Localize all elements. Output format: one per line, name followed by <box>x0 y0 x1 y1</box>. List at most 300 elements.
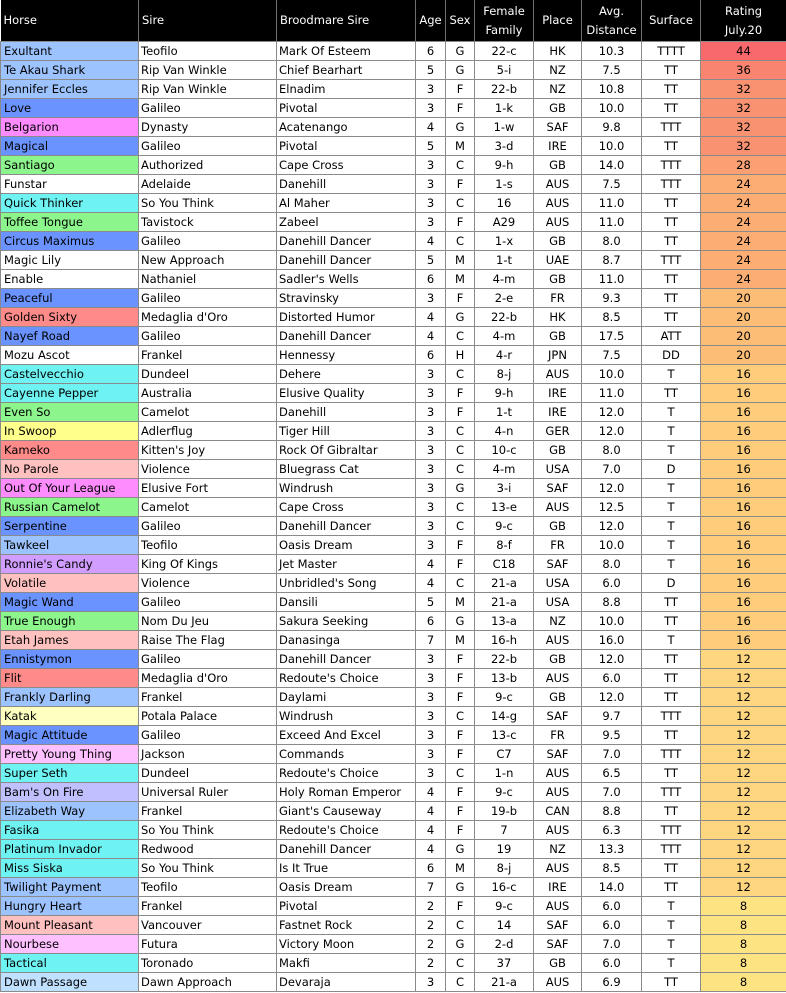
age-cell: 3 <box>416 650 446 669</box>
place-cell: GB <box>534 517 582 536</box>
horse-cell: Magic Wand <box>1 593 139 612</box>
header-avg-distance[interactable] <box>582 0 642 42</box>
sex-cell: C <box>446 707 475 726</box>
avg-distance-cell: 10.0 <box>582 612 642 631</box>
rating-cell: 16 <box>701 574 786 593</box>
horse-cell: Ronnie's Candy <box>1 555 139 574</box>
table-row <box>1 384 786 403</box>
female-family-cell: 9-c <box>475 897 534 916</box>
sex-cell: H <box>446 346 475 365</box>
table-row <box>1 707 786 726</box>
sex-cell: C <box>446 441 475 460</box>
broodmare-sire-cell: Bluegrass Cat <box>277 460 416 479</box>
female-family-cell: 9-c <box>475 783 534 802</box>
age-cell: 5 <box>416 593 446 612</box>
age-cell: 6 <box>416 859 446 878</box>
broodmare-sire-cell: Windrush <box>277 707 416 726</box>
age-cell: 3 <box>416 441 446 460</box>
place-cell: GB <box>534 650 582 669</box>
table-row <box>1 650 786 669</box>
header-sex-label: Sex <box>449 13 471 27</box>
rating-cell: 8 <box>701 954 786 973</box>
female-family-cell: 14-g <box>475 707 534 726</box>
surface-cell: TT <box>642 384 701 403</box>
header-age[interactable] <box>416 0 446 42</box>
surface-cell: T <box>642 479 701 498</box>
header-horse[interactable] <box>1 0 139 42</box>
place-cell: AUS <box>534 213 582 232</box>
rating-cell: 20 <box>701 289 786 308</box>
female-family-cell: A29 <box>475 213 534 232</box>
horse-cell: Golden Sixty <box>1 308 139 327</box>
sire-cell: Galileo <box>139 232 277 251</box>
sex-cell: F <box>446 669 475 688</box>
surface-cell: TT <box>642 213 701 232</box>
broodmare-sire-cell: Sadler's Wells <box>277 270 416 289</box>
broodmare-sire-cell: Cape Cross <box>277 498 416 517</box>
place-cell: AUS <box>534 821 582 840</box>
place-cell: IRE <box>534 403 582 422</box>
place-cell: GB <box>534 441 582 460</box>
avg-distance-cell: 6.0 <box>582 916 642 935</box>
horse-cell: Nayef Road <box>1 327 139 346</box>
rating-cell: 36 <box>701 61 786 80</box>
female-family-cell: 16 <box>475 194 534 213</box>
female-family-cell: 21-a <box>475 574 534 593</box>
table-row <box>1 878 786 897</box>
sire-cell: Authorized <box>139 156 277 175</box>
rating-cell: 12 <box>701 650 786 669</box>
sex-cell: C <box>446 460 475 479</box>
horse-cell: Volatile <box>1 574 139 593</box>
table-row <box>1 859 786 878</box>
sire-cell: Dundeel <box>139 365 277 384</box>
place-cell: AUS <box>534 631 582 650</box>
horse-cell: Russian Camelot <box>1 498 139 517</box>
surface-cell: T <box>642 897 701 916</box>
place-cell: NZ <box>534 61 582 80</box>
avg-distance-cell: 12.0 <box>582 403 642 422</box>
broodmare-sire-cell: Oasis Dream <box>277 536 416 555</box>
broodmare-sire-cell: Dehere <box>277 365 416 384</box>
sire-cell: Jackson <box>139 745 277 764</box>
surface-cell: TT <box>642 973 701 992</box>
header-female-family-line1: Female <box>483 3 525 18</box>
avg-distance-cell: 8.8 <box>582 593 642 612</box>
rating-cell: 16 <box>701 460 786 479</box>
sire-cell: Camelot <box>139 403 277 422</box>
horse-cell: True Enough <box>1 612 139 631</box>
surface-cell: T <box>642 954 701 973</box>
horse-cell: Tactical <box>1 954 139 973</box>
sex-cell: F <box>446 897 475 916</box>
horse-cell: Magical <box>1 137 139 156</box>
surface-cell: TT <box>642 612 701 631</box>
broodmare-sire-cell: Oasis Dream <box>277 878 416 897</box>
table-row <box>1 669 786 688</box>
horse-cell: Kameko <box>1 441 139 460</box>
rating-cell: 8 <box>701 897 786 916</box>
table-row <box>1 422 786 441</box>
header-female-family[interactable] <box>475 0 534 42</box>
rating-cell: 16 <box>701 384 786 403</box>
age-cell: 5 <box>416 251 446 270</box>
age-cell: 6 <box>416 270 446 289</box>
sire-cell: Potala Palace <box>139 707 277 726</box>
horse-cell: Santiago <box>1 156 139 175</box>
header-surface-label: Surface <box>649 13 693 27</box>
female-family-cell: 1-t <box>475 403 534 422</box>
broodmare-sire-cell: Exceed And Excel <box>277 726 416 745</box>
sex-cell: M <box>446 251 475 270</box>
sire-cell: New Approach <box>139 251 277 270</box>
surface-cell: TTTT <box>642 42 701 61</box>
rating-cell: 12 <box>701 669 786 688</box>
broodmare-sire-cell: Makfi <box>277 954 416 973</box>
age-cell: 3 <box>416 99 446 118</box>
age-cell: 2 <box>416 935 446 954</box>
header-sex[interactable] <box>446 0 475 42</box>
female-family-cell: 13-b <box>475 669 534 688</box>
place-cell: SAF <box>534 479 582 498</box>
sex-cell: C <box>446 422 475 441</box>
avg-distance-cell: 6.9 <box>582 973 642 992</box>
broodmare-sire-cell: Danehill Dancer <box>277 232 416 251</box>
rating-cell: 24 <box>701 251 786 270</box>
place-cell: AUS <box>534 764 582 783</box>
sex-cell: F <box>446 289 475 308</box>
avg-distance-cell: 11.0 <box>582 270 642 289</box>
female-family-cell: 19-b <box>475 802 534 821</box>
rating-cell: 16 <box>701 536 786 555</box>
table-row <box>1 479 786 498</box>
header-place[interactable] <box>534 0 582 42</box>
sex-cell: C <box>446 365 475 384</box>
table-row <box>1 954 786 973</box>
broodmare-sire-cell: Danasinga <box>277 631 416 650</box>
surface-cell: TT <box>642 99 701 118</box>
female-family-cell: 9-h <box>475 156 534 175</box>
broodmare-sire-cell: Zabeel <box>277 213 416 232</box>
female-family-cell: 9-c <box>475 517 534 536</box>
sex-cell: F <box>446 555 475 574</box>
broodmare-sire-cell: Unbridled's Song <box>277 574 416 593</box>
avg-distance-cell: 6.0 <box>582 574 642 593</box>
rating-cell: 16 <box>701 422 786 441</box>
avg-distance-cell: 13.3 <box>582 840 642 859</box>
sire-cell: Violence <box>139 574 277 593</box>
age-cell: 3 <box>416 80 446 99</box>
surface-cell: TT <box>642 669 701 688</box>
sex-cell: C <box>446 574 475 593</box>
place-cell: UAE <box>534 251 582 270</box>
female-family-cell: 7 <box>475 821 534 840</box>
surface-cell: TTT <box>642 745 701 764</box>
table-row <box>1 897 786 916</box>
table-row <box>1 802 786 821</box>
table-row <box>1 764 786 783</box>
place-cell: USA <box>534 593 582 612</box>
female-family-cell: 16-c <box>475 878 534 897</box>
sex-cell: C <box>446 498 475 517</box>
sex-cell: C <box>446 764 475 783</box>
sire-cell: Galileo <box>139 517 277 536</box>
place-cell: CAN <box>534 802 582 821</box>
table-row <box>1 175 786 194</box>
rating-cell: 12 <box>701 802 786 821</box>
sire-cell: So You Think <box>139 194 277 213</box>
table-row <box>1 308 786 327</box>
sex-cell: F <box>446 802 475 821</box>
header-sire[interactable] <box>139 0 277 42</box>
place-cell: JPN <box>534 346 582 365</box>
broodmare-sire-cell: Pivotal <box>277 99 416 118</box>
female-family-cell: 3-d <box>475 137 534 156</box>
horse-cell: Katak <box>1 707 139 726</box>
female-family-cell: 4-m <box>475 327 534 346</box>
avg-distance-cell: 12.0 <box>582 688 642 707</box>
sex-cell: G <box>446 935 475 954</box>
place-cell: AUS <box>534 669 582 688</box>
surface-cell: TTT <box>642 707 701 726</box>
broodmare-sire-cell: Al Maher <box>277 194 416 213</box>
table-row <box>1 688 786 707</box>
place-cell: FR <box>534 536 582 555</box>
horse-cell: Funstar <box>1 175 139 194</box>
sire-cell: Kitten's Joy <box>139 441 277 460</box>
broodmare-sire-cell: Danehill <box>277 175 416 194</box>
age-cell: 3 <box>416 536 446 555</box>
sex-cell: F <box>446 99 475 118</box>
header-avg-distance-line2: Distance <box>586 22 637 37</box>
sex-cell: G <box>446 118 475 137</box>
rating-cell: 24 <box>701 213 786 232</box>
avg-distance-cell: 6.0 <box>582 897 642 916</box>
surface-cell: DD <box>642 346 701 365</box>
avg-distance-cell: 8.5 <box>582 859 642 878</box>
sex-cell: F <box>446 821 475 840</box>
header-broodmare-sire-label: Broodmare Sire <box>280 13 370 27</box>
table-row <box>1 99 786 118</box>
age-cell: 3 <box>416 194 446 213</box>
avg-distance-cell: 10.0 <box>582 137 642 156</box>
broodmare-sire-cell: Danehill Dancer <box>277 650 416 669</box>
female-family-cell: 2-d <box>475 935 534 954</box>
avg-distance-cell: 9.8 <box>582 118 642 137</box>
age-cell: 3 <box>416 517 446 536</box>
sire-cell: Adelaide <box>139 175 277 194</box>
rating-cell: 24 <box>701 175 786 194</box>
place-cell: AUS <box>534 783 582 802</box>
sire-cell: Camelot <box>139 498 277 517</box>
surface-cell: D <box>642 460 701 479</box>
female-family-cell: 8-j <box>475 859 534 878</box>
place-cell: AUS <box>534 365 582 384</box>
female-family-cell: 3-i <box>475 479 534 498</box>
place-cell: AUS <box>534 194 582 213</box>
female-family-cell: 1-k <box>475 99 534 118</box>
age-cell: 3 <box>416 156 446 175</box>
place-cell: FR <box>534 726 582 745</box>
table-row <box>1 289 786 308</box>
female-family-cell: 8-f <box>475 536 534 555</box>
horse-cell: Enable <box>1 270 139 289</box>
table-row <box>1 783 786 802</box>
surface-cell: TT <box>642 764 701 783</box>
sire-cell: Nathaniel <box>139 270 277 289</box>
female-family-cell: 1-s <box>475 175 534 194</box>
age-cell: 7 <box>416 878 446 897</box>
female-family-cell: 13-a <box>475 612 534 631</box>
age-cell: 3 <box>416 688 446 707</box>
avg-distance-cell: 8.8 <box>582 802 642 821</box>
table-row <box>1 517 786 536</box>
place-cell: GB <box>534 688 582 707</box>
sire-cell: Frankel <box>139 897 277 916</box>
rating-cell: 32 <box>701 137 786 156</box>
age-cell: 3 <box>416 422 446 441</box>
avg-distance-cell: 7.5 <box>582 346 642 365</box>
broodmare-sire-cell: Danehill Dancer <box>277 327 416 346</box>
table-row <box>1 441 786 460</box>
rating-cell: 20 <box>701 327 786 346</box>
sire-cell: Galileo <box>139 99 277 118</box>
place-cell: GB <box>534 232 582 251</box>
table-row <box>1 365 786 384</box>
horse-cell: Circus Maximus <box>1 232 139 251</box>
sire-cell: Galileo <box>139 726 277 745</box>
surface-cell: TT <box>642 726 701 745</box>
age-cell: 4 <box>416 821 446 840</box>
horse-cell: Quick Thinker <box>1 194 139 213</box>
age-cell: 4 <box>416 327 446 346</box>
rating-cell: 32 <box>701 80 786 99</box>
avg-distance-cell: 8.0 <box>582 555 642 574</box>
avg-distance-cell: 7.0 <box>582 935 642 954</box>
surface-cell: T <box>642 536 701 555</box>
header-rating-line2: July.20 <box>724 22 763 37</box>
sex-cell: M <box>446 137 475 156</box>
female-family-cell: 4-m <box>475 460 534 479</box>
broodmare-sire-cell: Giant's Causeway <box>277 802 416 821</box>
place-cell: NZ <box>534 612 582 631</box>
female-family-cell: 1-t <box>475 251 534 270</box>
sex-cell: C <box>446 954 475 973</box>
horse-cell: Even So <box>1 403 139 422</box>
horse-cell: Cayenne Pepper <box>1 384 139 403</box>
surface-cell: T <box>642 441 701 460</box>
header-broodmare-sire[interactable] <box>277 0 416 42</box>
place-cell: AUS <box>534 175 582 194</box>
age-cell: 3 <box>416 498 446 517</box>
horse-cell: Magic Lily <box>1 251 139 270</box>
broodmare-sire-cell: Holy Roman Emperor <box>277 783 416 802</box>
rating-cell: 24 <box>701 270 786 289</box>
table-row <box>1 726 786 745</box>
place-cell: NZ <box>534 80 582 99</box>
horse-cell: Nourbese <box>1 935 139 954</box>
rating-cell: 16 <box>701 479 786 498</box>
age-cell: 3 <box>416 764 446 783</box>
avg-distance-cell: 7.0 <box>582 783 642 802</box>
broodmare-sire-cell: Danehill Dancer <box>277 251 416 270</box>
place-cell: GB <box>534 327 582 346</box>
horse-cell: Ennistymon <box>1 650 139 669</box>
surface-cell: T <box>642 365 701 384</box>
sire-cell: Frankel <box>139 688 277 707</box>
horse-cell: Elizabeth Way <box>1 802 139 821</box>
broodmare-sire-cell: Acatenango <box>277 118 416 137</box>
avg-distance-cell: 9.3 <box>582 289 642 308</box>
age-cell: 7 <box>416 631 446 650</box>
age-cell: 3 <box>416 460 446 479</box>
sire-cell: Frankel <box>139 346 277 365</box>
sire-cell: Galileo <box>139 327 277 346</box>
header-rating-line1: Rating <box>724 3 763 18</box>
table-row <box>1 346 786 365</box>
age-cell: 2 <box>416 897 446 916</box>
horse-cell: Te Akau Shark <box>1 61 139 80</box>
avg-distance-cell: 14.0 <box>582 156 642 175</box>
header-rating[interactable] <box>701 0 786 42</box>
surface-cell: TTT <box>642 118 701 137</box>
rating-cell: 12 <box>701 859 786 878</box>
rating-cell: 16 <box>701 593 786 612</box>
female-family-cell: 14 <box>475 916 534 935</box>
female-family-cell: 4-n <box>475 422 534 441</box>
age-cell: 5 <box>416 137 446 156</box>
age-cell: 6 <box>416 612 446 631</box>
avg-distance-cell: 10.3 <box>582 42 642 61</box>
female-family-cell: 4-m <box>475 270 534 289</box>
sire-cell: Futura <box>139 935 277 954</box>
surface-cell: TTT <box>642 821 701 840</box>
sire-cell: Toronado <box>139 954 277 973</box>
table-header <box>1 0 786 42</box>
avg-distance-cell: 10.0 <box>582 365 642 384</box>
surface-cell: D <box>642 574 701 593</box>
surface-cell: T <box>642 555 701 574</box>
surface-cell: TTT <box>642 840 701 859</box>
surface-cell: TT <box>642 688 701 707</box>
avg-distance-cell: 8.0 <box>582 232 642 251</box>
place-cell: SAF <box>534 745 582 764</box>
rating-cell: 12 <box>701 840 786 859</box>
sex-cell: C <box>446 916 475 935</box>
horse-cell: Pretty Young Thing <box>1 745 139 764</box>
female-family-cell: 37 <box>475 954 534 973</box>
header-surface[interactable] <box>642 0 701 42</box>
sex-cell: M <box>446 593 475 612</box>
sire-cell: Teofilo <box>139 42 277 61</box>
surface-cell: TT <box>642 593 701 612</box>
female-family-cell: 9-h <box>475 384 534 403</box>
surface-cell: TT <box>642 80 701 99</box>
age-cell: 5 <box>416 61 446 80</box>
broodmare-sire-cell: Cape Cross <box>277 156 416 175</box>
table-row <box>1 555 786 574</box>
table-row <box>1 80 786 99</box>
rating-cell: 32 <box>701 118 786 137</box>
sex-cell: F <box>446 745 475 764</box>
avg-distance-cell: 8.7 <box>582 251 642 270</box>
horse-cell: Bam's On Fire <box>1 783 139 802</box>
age-cell: 6 <box>416 42 446 61</box>
place-cell: IRE <box>534 384 582 403</box>
avg-distance-cell: 10.0 <box>582 99 642 118</box>
female-family-cell: 10-c <box>475 441 534 460</box>
header-avg-distance-line1: Avg. <box>599 3 624 18</box>
